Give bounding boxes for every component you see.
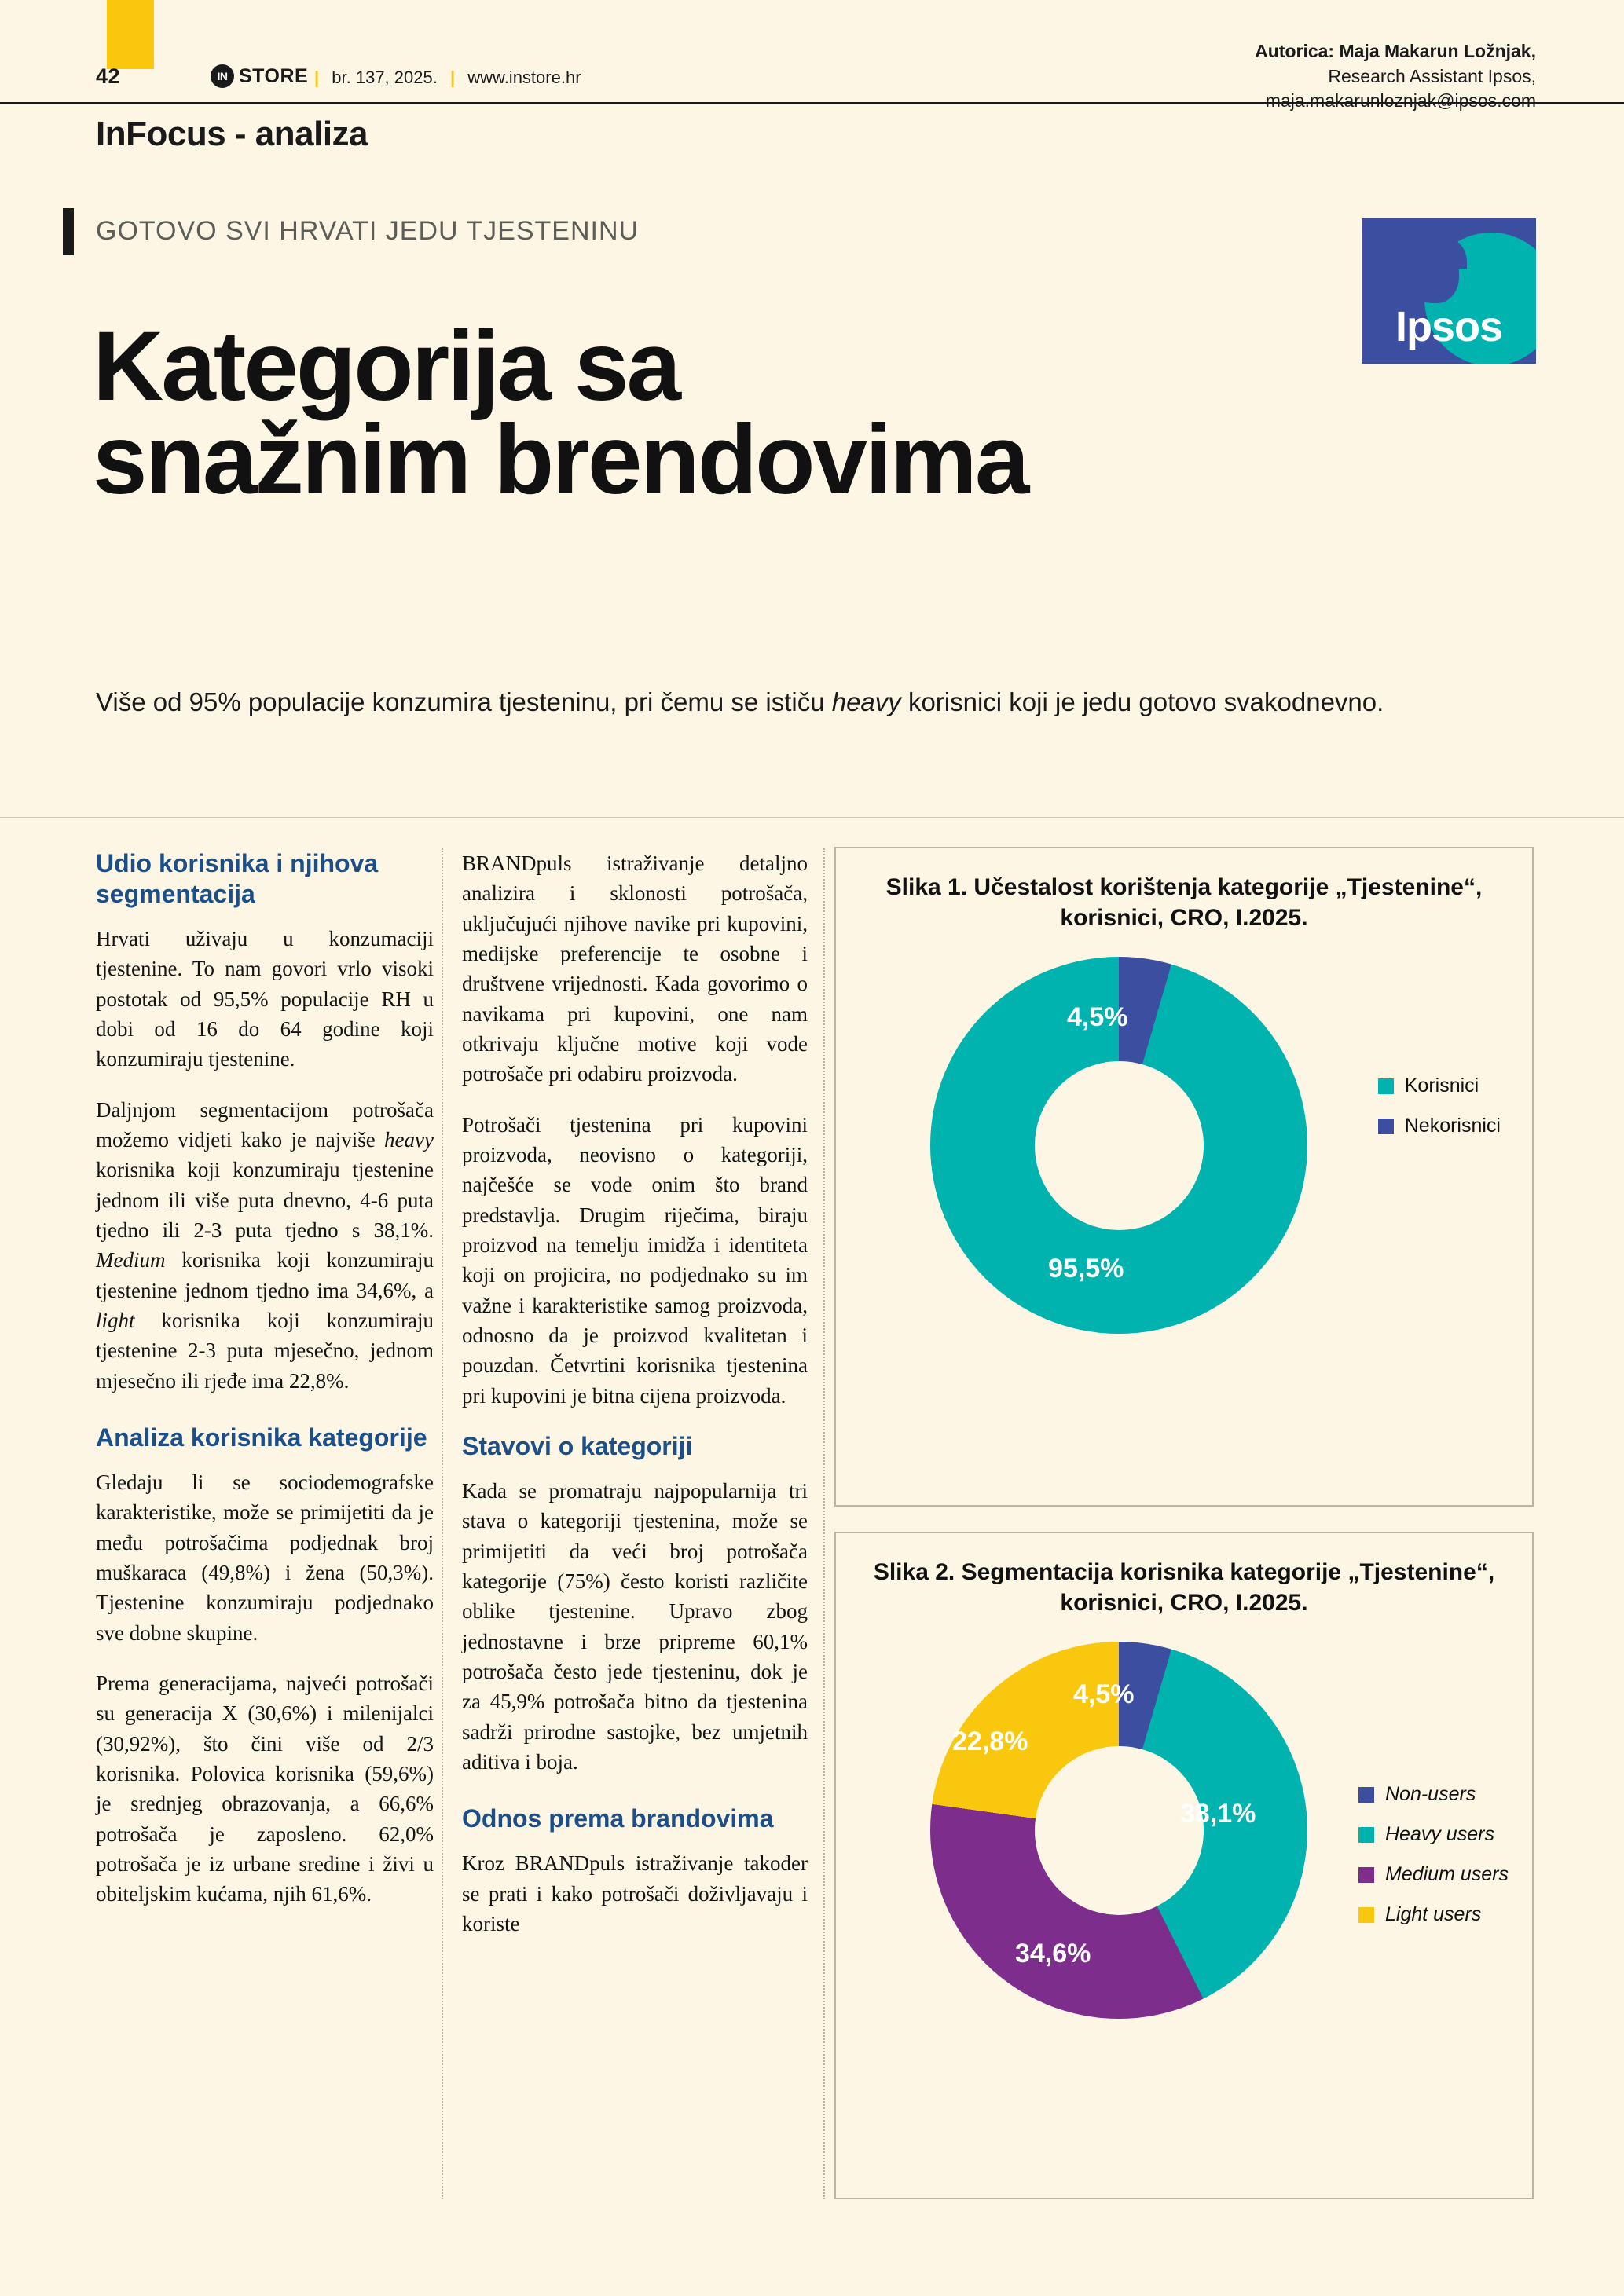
ipsos-wordmark: Ipsos (1395, 303, 1503, 350)
issue-separator-right: | (449, 68, 456, 87)
p2-em-heavy: heavy (384, 1128, 434, 1152)
article-standfirst (96, 683, 1455, 721)
author-email[interactable]: maja.makarunloznjak@ipsos.com (1265, 90, 1536, 112)
p2-em-medium: Medium (96, 1248, 166, 1273)
slice-label-heavy-users: 38,1% (1180, 1799, 1256, 1829)
legend-item-light-users (1358, 1903, 1509, 1926)
slice-label-light-users: 22,8% (952, 1727, 1028, 1756)
subheading-user-analysis: Analiza korisnika kategorije (96, 1423, 427, 1452)
legend-swatch-non-users (1358, 1787, 1374, 1803)
article-column-1 (96, 848, 434, 1930)
legend-swatch-nekorisnici (1378, 1119, 1394, 1134)
donut-chart-2 (930, 1642, 1307, 2019)
p2-part-1: Daljnjom segmentacijom potrošača možemo vidjeti kako je najviše (96, 1097, 434, 1152)
slice-label-nekorisnici: 4,5% (1067, 1002, 1128, 1032)
legend-item-medium-users (1358, 1863, 1509, 1886)
p2-part-3: korisnika koji konzumiraju tjestenine jednom tjedno ima 34,6%, a (96, 1248, 434, 1302)
legend-swatch-heavy-users (1358, 1827, 1374, 1843)
p2-em-light: light (96, 1309, 135, 1332)
legend-item-heavy-users (1358, 1823, 1509, 1846)
legend-label-korisnici: Korisnici (1404, 1075, 1479, 1097)
paragraph-c1-4: Prema generacijama, najveći potrošači su generacija X (30,6%) i milenijalci (30,92%), što čini više od 2/3 korisnika. Polovica korisnika (59,6%) je srednjeg obrazovanja, a 66,6% potrošača je zaposleno. 62,0% potrošača je iz urbane sredine i živi u obiteljskim kućama, njih 61,6%. (96, 1671, 434, 1906)
figure-1-legend (1378, 1075, 1501, 1155)
standfirst-part-2: korisnici koji je jedu gotovo svakodnevno. (900, 687, 1384, 716)
paragraph-c1-2 (96, 1095, 434, 1396)
figure-1-chart (836, 933, 1532, 1436)
headline-line-2: snažnim brendovima (93, 405, 1028, 514)
figure-2-legend (1358, 1783, 1509, 1943)
legend-item-korisnici (1378, 1075, 1501, 1097)
legend-label-non-users: Non-users (1385, 1783, 1476, 1805)
author-name: Autorica: Maja Makarun Ložnjak, (1255, 41, 1536, 61)
legend-label-light-users: Light users (1385, 1903, 1482, 1925)
figure-2-title: Slika 2. Segmentacija korisnika kategorije „Tjestenine“, korisnici, CRO, I.2025. (873, 1559, 1495, 1616)
legend-label-heavy-users: Heavy users (1385, 1823, 1494, 1845)
content-divider (0, 817, 1624, 818)
issue-number: br. 137, 2025. (332, 68, 438, 87)
ipsos-head-icon (1410, 236, 1473, 303)
author-role: Research Assistant Ipsos, (1328, 65, 1536, 86)
author-block (1255, 39, 1536, 114)
article-kicker: GOTOVO SVI HRVATI JEDU TJESTENINU (96, 216, 640, 246)
subheading-user-share: Udio korisnika i njihova segmentacija (96, 849, 379, 909)
legend-swatch-korisnici (1378, 1078, 1394, 1094)
donut-hole-1 (1035, 1061, 1204, 1230)
slice-label-medium-users: 34,6% (1015, 1939, 1091, 1968)
issue-separator-left: | (314, 68, 320, 87)
paragraph-c1-1: Hrvati uživaju u konzumaciji tjestenine. To nam govori vrlo visoki postotak od 95,5% populacije RH u dobi od 16 do 64 godine koji konzumiraju tjestenine. (96, 927, 434, 1071)
donut-chart-1 (930, 957, 1307, 1334)
standfirst-part-1: Više od 95% populacije konzumira tjesteninu, pri čemu se ističu (96, 687, 832, 716)
issue-info (306, 68, 581, 88)
figure-1-title: Slika 1. Učestalost korištenja kategorije „Tjestenine“, korisnici, CRO, I.2025. (885, 874, 1483, 931)
standfirst-emphasis: heavy (831, 687, 901, 716)
paragraph-c2-1: BRANDpuls istraživanje detaljno analizira i sklonosti potrošača, uključujući njihove navike pri kupovini, medijske preferencije te osobne i društvene vrijednosti. Kada govorimo o navikama pri kupovini, one nam otkrivaju ključne motive koji vode potrošače pri odabiru proizvoda. (462, 851, 808, 1086)
figure-slika-2 (834, 1532, 1534, 2199)
website-url[interactable]: www.instore.hr (467, 68, 581, 87)
subheading-attitudes: Stavovi o kategoriji (462, 1431, 693, 1460)
paragraph-c2-2: Potrošači tjestenina pri kupovini proizvoda, neovisno o kategoriji, najčešće se vode onim što brand predstavlja. Drugim riječima, biraju proizvod na temelju imidža i identiteta koji on projicira, no podjednako su im važne i karakteristike samog proizvoda, odnosno da je proizvod kvalitetan i pouzdan. Četvrtini korisnika tjestenina pri kupovini je bitna cijena proizvoda. (462, 1112, 808, 1408)
figure-slika-1 (834, 847, 1534, 1507)
legend-label-medium-users: Medium users (1385, 1863, 1509, 1885)
section-title: InFocus - analiza (96, 115, 368, 153)
store-word: STORE (239, 64, 309, 87)
instore-logo (211, 64, 308, 88)
in-badge: IN (211, 64, 234, 88)
donut-hole-2 (1035, 1746, 1204, 1915)
legend-swatch-light-users (1358, 1907, 1374, 1923)
slice-label-korisnici: 95,5% (1048, 1254, 1124, 1283)
headline-line-1: Kategorija sa (93, 312, 680, 421)
paragraph-c2-4: Kroz BRANDpuls istraživanje također se prati i kako potrošači doživljavaju i koriste (462, 1851, 808, 1935)
page-title (93, 312, 1428, 514)
kicker-marker (63, 208, 74, 255)
legend-label-nekorisnici: Nekorisnici (1404, 1115, 1501, 1137)
paragraph-c1-3: Gledaju li se sociodemografske karakteristike, može se primijetiti da je među potrošačima podjednak broj muškaraca (49,8%) i žena (50,3%). Tjestenine konzumiraju podjednako sve dobne skupine. (96, 1470, 434, 1645)
legend-item-nekorisnici (1378, 1115, 1501, 1137)
slice-label-non-users: 4,5% (1073, 1679, 1135, 1709)
p2-part-2: korisnika koji konzumiraju tjestenine jednom ili više puta dnevno, 4-6 puta tjedno ili 2-3 puta tjedno s 38,1%. (96, 1158, 434, 1243)
subheading-brands: Odnos prema brandovima (462, 1804, 774, 1833)
column-rule-1 (442, 848, 443, 2199)
page-number: 42 (96, 64, 121, 88)
p2-part-4: korisnika koji konzumiraju tjestenine 2-3 puta mjesečno, jednom mjesečno ili rjeđe ima 22,8%. (96, 1309, 434, 1393)
column-rule-2 (823, 848, 825, 2199)
figure-2-chart (836, 1618, 1532, 2121)
ipsos-logo (1362, 218, 1536, 364)
yellow-tab (107, 0, 154, 69)
article-column-2 (462, 848, 808, 1959)
paragraph-c2-3: Kada se promatraju najpopularnija tri stava o kategoriji tjestenina, može se primijetiti da veći broj potrošača kategorije (75%) često koristi različite oblike tjestenine. Upravo zbog jednostavne i brze pripreme 60,1% potrošača često jede tjesteninu, dok je za 45,9% potrošača bitno da tjestenina sadrži prirodne sastojke, bez umjetnih aditiva i boja. (462, 1478, 808, 1774)
legend-item-non-users (1358, 1783, 1509, 1806)
legend-swatch-medium-users (1358, 1867, 1374, 1883)
